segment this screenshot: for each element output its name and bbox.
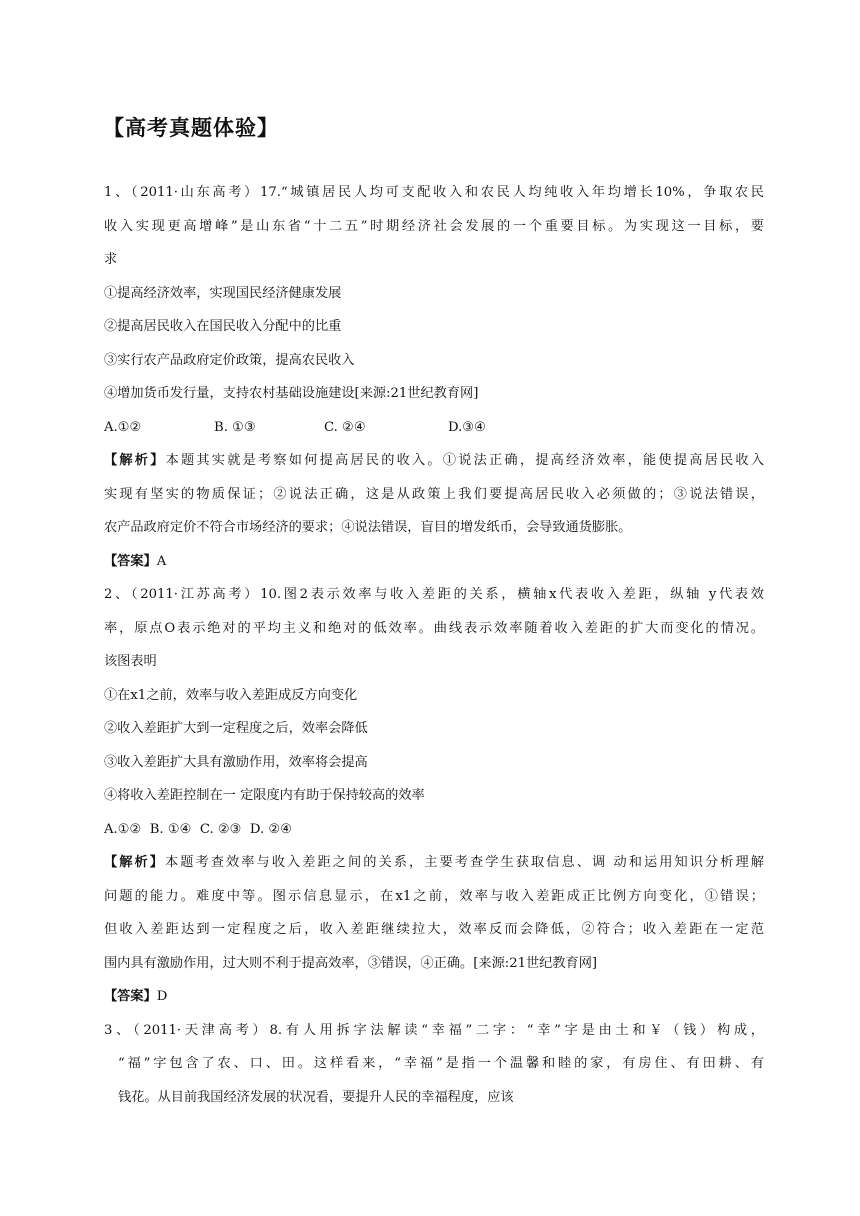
q3-stem-line-3: 钱花。从目前我国经济发展的状况看，要提升人民的幸福程度，应该 xyxy=(118,1089,514,1105)
document-body xyxy=(104,176,764,1114)
q1-option-b: B. ①③ xyxy=(214,419,256,435)
q1-answer-label: 【答案】 xyxy=(104,553,157,569)
q1-analysis-line-3: 农产品政府定价不符合市场经济的要求；④说法错误，盲目的增发纸币，会导致通货膨胀。 xyxy=(104,520,632,535)
q2-analysis-text-1: 本题考查效率与收入差距之间的关系，主要考查学生获取信息、调 动和运用知识分析理解 xyxy=(165,855,764,870)
q2-item-4: ④将收入差距控制在一 定限度内有助于保持较高的效率 xyxy=(104,788,425,803)
q2-answer-value: D xyxy=(156,989,168,1004)
q2-item-1: ①在x1之前，效率与收入差距成反方向变化 xyxy=(104,687,358,703)
q2-analysis-line-3: 但收入差距达到一定程度之后，收入差距继续拉大，效率反而会降低，②符合；收入差距在一定范 xyxy=(104,922,764,937)
q2-answer-label: 【答案】 xyxy=(104,989,157,1004)
q1-analysis-line-2: 实现有坚实的物质保证；②说法正确，这是从政策上我们要提高居民收入必须做的；③说法错误， xyxy=(104,486,764,502)
q2-analysis-line-2: 问题的能力。难度中等。图示信息显示，在x1之前，效率与收入差距成正比例方向变化，①错误； xyxy=(104,888,764,904)
q2-analysis-line-1 xyxy=(104,846,764,880)
q1-option-c: C. ②④ xyxy=(324,419,366,435)
q2-stem-line-1: 2、（2011·江苏高考）10.图2表示效率与收入差距的关系，横轴x代表收入差距，纵轴 y代表效 xyxy=(104,587,764,602)
q2-analysis-label: 【解析】 xyxy=(104,855,166,870)
q2-item-2: ②收入差距扩大到一定程度之后，效率会降低 xyxy=(104,721,368,736)
q1-analysis-text-1: 本题其实就是考察如何提高居民的收入。①说法正确，提高经济效率，能使提高居民收入 xyxy=(165,453,765,468)
q3-stem-line-1: 3、（2011·天津高考）8.有人用拆字法解读“幸福”二字：“幸”字是由土和￥（钱）构成， xyxy=(104,1022,764,1038)
q1-item-2: ②提高居民收入在国民收入分配中的比重 xyxy=(104,319,342,334)
q2-stem-line-3: 该图表明 xyxy=(104,654,157,669)
section-heading: 【高考真题体验】 xyxy=(103,116,279,140)
q1-stem-line-2: 收入实现更高增峰”是山东省“十二五”时期经济社会发展的一个重要目标。为实现这一目标，要 xyxy=(104,218,764,234)
q1-item-1: ①提高经济效率，实现国民经济健康发展 xyxy=(104,285,342,301)
q2-answer xyxy=(104,980,764,1014)
q1-stem-line-1: 1、（2011·山东高考）17.“城镇居民人均可支配收入和农民人均纯收入年均增长10%，争取农民 xyxy=(104,185,764,200)
q1-stem-line-3: 求 xyxy=(104,252,118,267)
q1-analysis-label: 【解析】 xyxy=(104,453,166,468)
q1-answer-value: A xyxy=(156,553,167,569)
q1-item-3: ③实行农产品政府定价政策，提高农民收入 xyxy=(104,352,355,368)
q2-analysis-line-4: 围内具有激励作用，过大则不利于提高效率，③错误，④正确。[来源:21世纪教育网] xyxy=(104,955,598,971)
q1-answer xyxy=(104,545,764,579)
q2-options: A.①② B. ①④ C. ②③ D. ②④ xyxy=(104,821,293,837)
q2-stem-line-2: 率，原点O表示绝对的平均主义和绝对的低效率。曲线表示效率随着收入差距的扩大而变化的情况。 xyxy=(104,620,764,636)
q3-stem-line-2: “福”字包含了农、口、田。这样看来，“幸福”是指一个温馨和睦的家，有房住、有田耕、有 xyxy=(118,1056,764,1071)
q2-item-3: ③收入差距扩大具有激励作用，效率将会提高 xyxy=(104,754,368,770)
q1-option-a: A.①② xyxy=(104,419,142,435)
q1-item-4: ④增加货币发行量，支持农村基础设施建设[来源:21世纪教育网] xyxy=(104,386,479,401)
q1-options xyxy=(104,411,764,445)
q1-option-d: D.③④ xyxy=(448,419,486,435)
q1-analysis-line-1 xyxy=(104,444,764,478)
